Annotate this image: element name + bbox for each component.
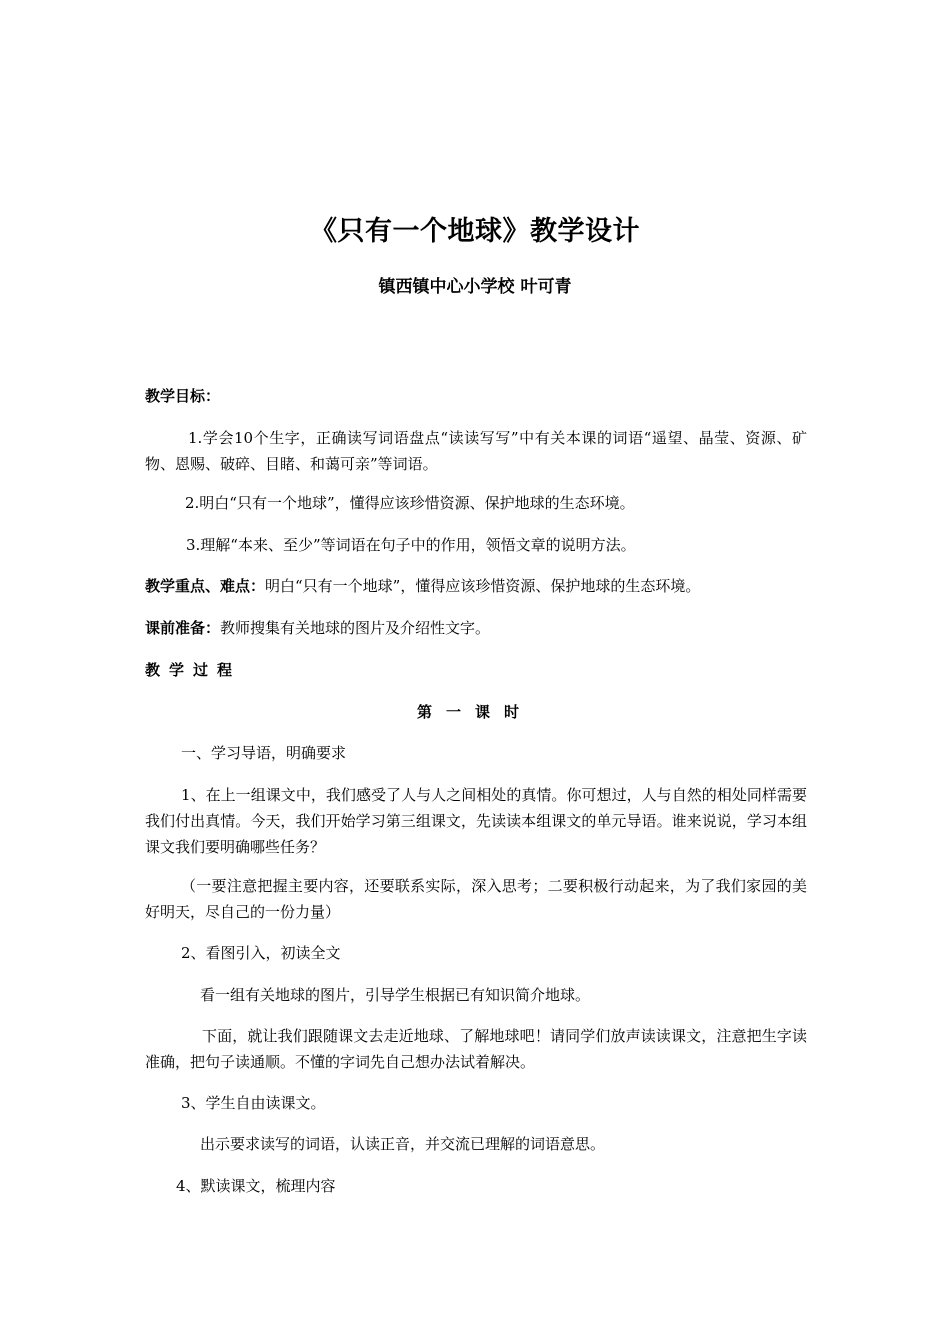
item-4: 4、默读课文，梳理内容 — [176, 1177, 336, 1195]
paragraph-2: （一要注意把握主要内容，还要联系实际，深入思考；二要积极行动起来，为了我们家园的美好明天，尽自己的一份力量） — [145, 877, 807, 921]
key-points-text: 明白“只有一个地球”，懂得应该珍惜资源、保护地球的生态环境。 — [265, 577, 701, 595]
item-3: 3、学生自由读课文。 — [181, 1094, 326, 1112]
item-2: 2、看图引入，初读全文 — [181, 944, 341, 962]
section-1-heading: 一、学习导语，明确要求 — [181, 744, 347, 762]
objective-1: 1.学会10个生字，正确读写词语盘点“读读写写”中有关本课的词语“遥望、晶莹、资源、矿物、恩赐、破碎、目睹、和蔼可亲”等词语。 — [145, 429, 807, 473]
key-points-label: 教学重点、难点： — [145, 577, 266, 595]
document-title: 《只有一个地球》教学设计 — [310, 216, 640, 247]
objective-3: 3.理解“本来、至少”等词语在句子中的作用，领悟文章的说明方法。 — [186, 536, 636, 554]
paragraph-1: 1、在上一组课文中，我们感受了人与人之间相处的真情。你可想过，人与自然的相处同样需要我们付出真情。今天，我们开始学习第三组课文，先读读本组课文的单元导语。谁来说说，学习本组课文我们要明确哪些任务？ — [145, 786, 807, 856]
preparation-label: 课前准备： — [145, 619, 221, 637]
key-points — [145, 573, 815, 599]
objectives-heading: 教学目标： — [145, 387, 221, 405]
paragraph-4: 下面，就让我们跟随课文去走近地球、了解地球吧！请同学们放声读读课文，注意把生字读准确，把句子读通顺。不懂的字词先自己想办法试着解决。 — [145, 1027, 807, 1071]
paragraph-5: 出示要求读写的词语，认读正音，并交流已理解的词语意思。 — [200, 1135, 606, 1153]
paragraph-3: 看一组有关地球的图片，引导学生根据已有知识简介地球。 — [200, 986, 591, 1004]
preparation-text: 教师搜集有关地球的图片及介绍性文字。 — [220, 619, 491, 637]
process-heading: 教学过程 — [145, 661, 242, 679]
preparation — [145, 615, 815, 641]
document-author: 镇西镇中心小学校 叶可青 — [378, 277, 572, 297]
lesson-heading: 第一课时 — [416, 703, 533, 721]
objective-2: 2.明白“只有一个地球”，懂得应该珍惜资源、保护地球的生态环境。 — [185, 494, 635, 512]
